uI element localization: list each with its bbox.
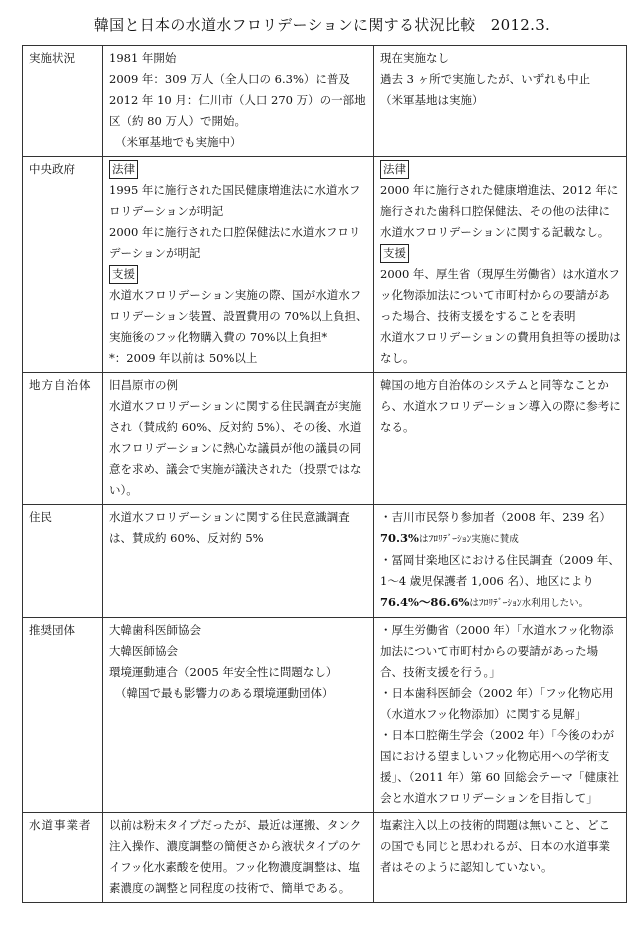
korea-cell xyxy=(103,618,374,813)
row-label-water-utility: 水道事業者 xyxy=(23,813,103,903)
bold-percentage: 70.3% xyxy=(380,531,419,545)
row-label-recommending-bodies: 推奨団体 xyxy=(23,618,103,813)
korea-cell xyxy=(103,813,374,903)
text-line: 水道水フロリデーションに関する住民意識調査は、賛成約 60%、反対約 5% xyxy=(109,510,350,545)
bold-percentage: 76.4%～86.6% xyxy=(380,595,470,609)
text-line: 大韓医師協会 xyxy=(109,644,178,658)
text-line: （米軍基地でも実施中） xyxy=(115,135,242,149)
korea-cell xyxy=(103,373,374,505)
table-row xyxy=(23,46,627,157)
text-line: 2000 年に施行された健康増進法、2012 年に施行された歯科口腔保健法、その他の法律に水道水フロリデーションに関する記載なし。 xyxy=(380,183,619,239)
small-text: はﾌﾛﾘﾃﾞｰｼｮﾝ実施に賛成 xyxy=(418,534,519,545)
text-line: （韓国で最も影響力のある環境運動団体） xyxy=(115,686,334,700)
support-tag: 支援 xyxy=(109,265,138,284)
text-line: 水道水フロリデーションに関する住民調査が実施され（賛成約 60%、反対約 5%）、その後、水道水フロリデーションに熱心な議員が他の議員の同意を求め、議会で実施が議決された（投票ではない）。 xyxy=(109,399,362,497)
korea-cell xyxy=(103,505,374,618)
support-tag: 支援 xyxy=(380,244,409,263)
text-line: ・日本口腔衛生学会（2002 年）「今後のわが国における望ましいフッ化物応用への学術支援」、（2011 年）第 60 回総会テーマ「健康社会と水道水フロリデーションを目指して」 xyxy=(380,728,619,805)
table-row xyxy=(23,813,627,903)
text-line: 2000 年に施行された口腔保健法に水道水フロリデーションが明記 xyxy=(109,225,361,260)
text-line: 2009 年：309 万人（全人口の 6.3%）に普及 xyxy=(109,72,350,86)
text-line: 環境運動連合（2005 年安全性に問題なし） xyxy=(109,665,338,679)
korea-cell xyxy=(103,46,374,157)
text-line: 1995 年に施行された国民健康増進法に水道水フロリデーションが明記 xyxy=(109,183,361,218)
text-line: 現在実施なし xyxy=(380,51,449,65)
japan-cell xyxy=(374,373,627,505)
japan-cell xyxy=(374,618,627,813)
table-row xyxy=(23,373,627,505)
table-row xyxy=(23,505,627,618)
document-title: 韓国と日本の水道水フロリデーションに関する状況比較 2012.3. xyxy=(93,16,551,34)
text-line: 水道水フロリデーションの費用負担等の援助はなし。 xyxy=(380,330,621,365)
text-line: 水道水フロリデーション実施の際、国が水道水フロリデーション装置、設置費用の 70%以上負担、実施後のフッ化物購入費の 70%以上負担* xyxy=(109,288,368,344)
text-line: ・日本歯科医師会（2002 年）「フッ化物応用（水道水フッ化物添加）に関する見解」 xyxy=(380,686,614,721)
text-line: 旧昌原市の例 xyxy=(109,378,178,392)
text-line: ・吉川市民祭り参加者（2008 年、239 名） xyxy=(380,510,612,524)
law-tag: 法律 xyxy=(380,160,409,179)
comparison-table xyxy=(22,45,627,903)
text-line: 塩素注入以上の技術的問題は無いこと、どこの国でも同じと思われるが、日本の水道事業者はそのように認知していない。 xyxy=(380,818,610,874)
japan-cell xyxy=(374,505,627,618)
korea-cell xyxy=(103,157,374,373)
japan-cell xyxy=(374,157,627,373)
text-line: 韓国の地方自治体のシステムと同等なことから、水道水フロリデーション導入の際に参考になる。 xyxy=(380,378,621,434)
text-line: 大韓歯科医師協会 xyxy=(109,623,201,637)
text-line: 1981 年開始 xyxy=(109,51,177,65)
law-tag: 法律 xyxy=(109,160,138,179)
text-line: 以前は粉末タイプだったが、最近は運搬、タンク注入操作、濃度調整の簡便さから液状タイプのケイフッ化水素酸を使用。フッ化物濃度調整は、塩素濃度の調整と同程度の技術で、簡単である。 xyxy=(109,818,362,895)
row-label-implementation: 実施状況 xyxy=(23,46,103,157)
text-line: 2012 年 10 月：仁川市（人口 270 万）の一部地区（約 80 万人）で開始。 xyxy=(109,93,366,128)
row-label-central-government: 中央政府 xyxy=(23,157,103,373)
text-line: （米軍基地は実施） xyxy=(380,93,484,107)
text-line: ・冨岡甘楽地区における住民調査（2009 年、1～4 歳児保護者 1,006 名）、地区により76.4%～86.6%はﾌﾛﾘﾃﾞｰｼｮﾝ水利用したい。 xyxy=(380,553,620,609)
row-label-residents: 住民 xyxy=(23,505,103,618)
text-line: 過去 3 ヶ所で実施したが、いずれも中止 xyxy=(380,72,591,86)
text-line xyxy=(380,528,621,550)
text-line: ・厚生労働省（2000 年）「水道水フッ化物添加法について市町村からの要請があった場合、技術支援を行う。」 xyxy=(380,623,614,679)
japan-cell xyxy=(374,46,627,157)
japan-cell xyxy=(374,813,627,903)
row-label-local-government: 地方自治体 xyxy=(23,373,103,505)
text-line: *：2009 年以前は 50%以上 xyxy=(109,351,258,365)
text-line: 2000 年、厚生省（現厚生労働省）は水道水フッ化物添加法について市町村からの要請があった場合、技術支援をすることを表明 xyxy=(380,267,620,323)
small-text: はﾌﾛﾘﾃﾞｰｼｮﾝ水利用したい。 xyxy=(469,598,589,609)
table-row xyxy=(23,618,627,813)
table-row xyxy=(23,157,627,373)
